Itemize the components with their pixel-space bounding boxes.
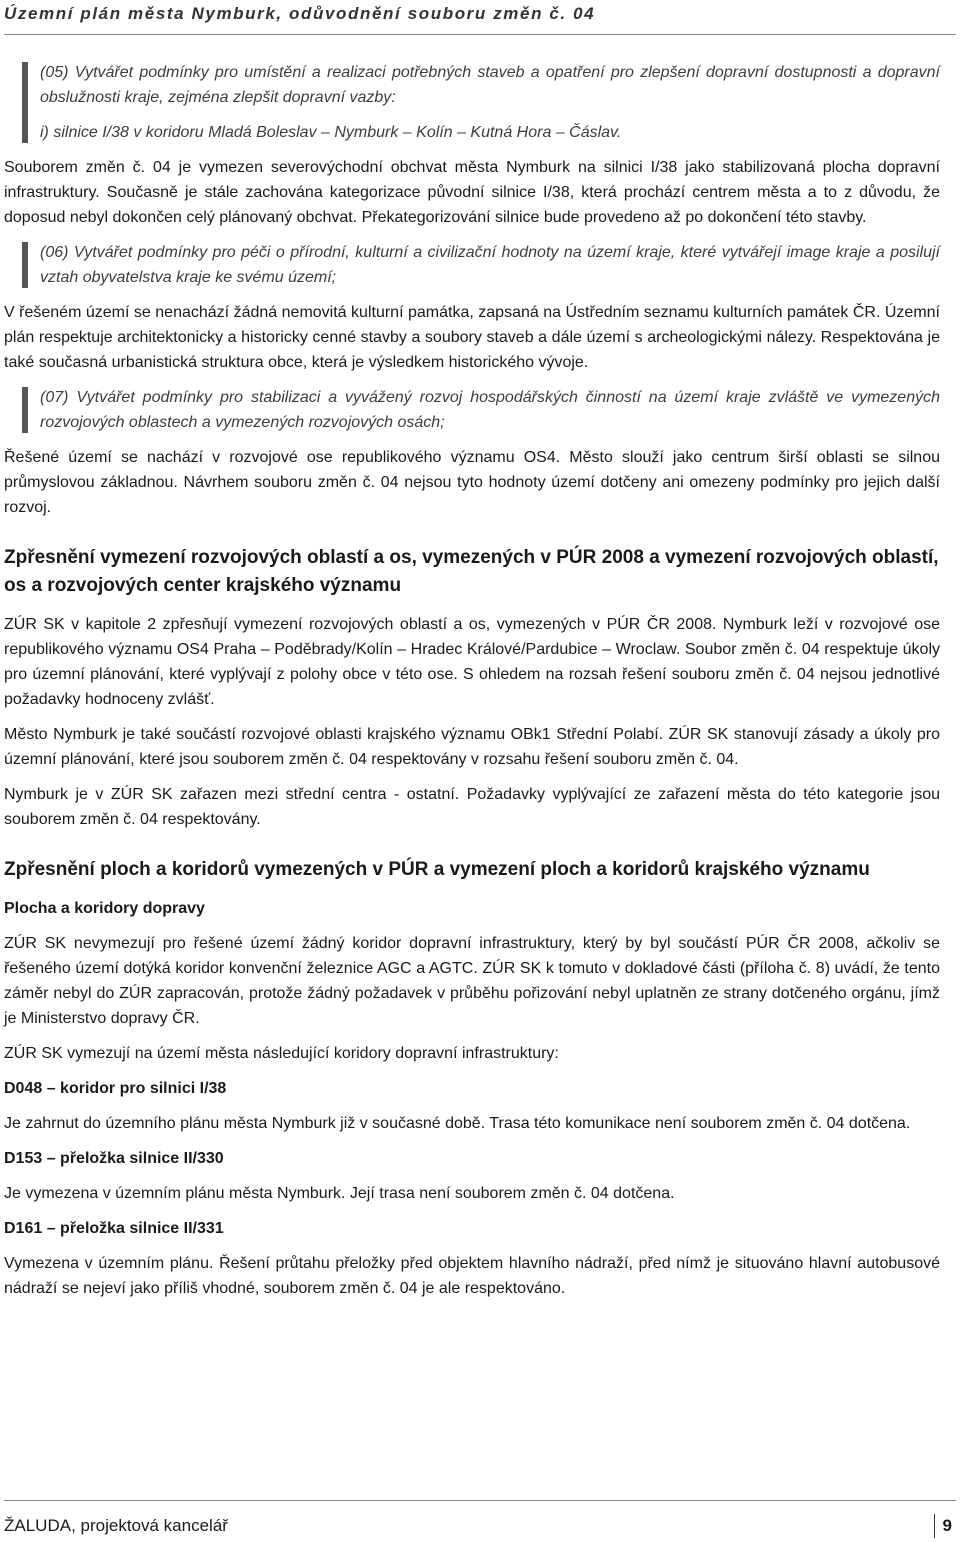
paragraph-obchvat: Souborem změn č. 04 je vymezen severovýchodní obchvat města Nymburk na silnici I/38 jako stabilizovaná plocha dopravní infrastruktury. Současně je stále zachována kategorizace původní silnice I/38, která prochází centrem města a to z důvodu, že doposud nebyl dokončen celý plánovaný obchvat. Překategorizování silnice bude provedeno až po dokončení této stavby.: [4, 159, 940, 226]
paragraph-d161: Vymezena v územním plánu. Řešení průtahu přeložky před objektem hlavního nádraží, před nímž je situováno hlavní autobusové nádraží se nejeví jako příliš vhodné, souborem změn č. 04 je ale respektováno.: [4, 1255, 940, 1297]
quote-block-07: [4, 385, 940, 435]
page-number: 9: [934, 1514, 952, 1538]
paragraph-d048: Je zahrnut do územního plánu města Nymburk již v současné době. Trasa této komunikace není souborem změn č. 04 dotčena.: [4, 1115, 911, 1132]
paragraph-koridory-list: ZÚR SK vymezují na území města následující koridory dopravní infrastruktury:: [4, 1045, 559, 1062]
page-header-title: Územní plán města Nymburk, odůvodnění souboru změn č. 04: [4, 4, 596, 23]
subheading-d153: D153 – přeložka silnice II/330: [4, 1150, 224, 1167]
subheading-d048: D048 – koridor pro silnici I/38: [4, 1080, 227, 1097]
section-heading-koridory: Zpřesnění ploch a koridorů vymezených v PÚR a vymezení ploch a koridorů krajského významu: [4, 859, 870, 880]
paragraph-stredni-centra: Nymburk je v ZÚR SK zařazen mezi střední centra - ostatní. Požadavky vyplývající ze zařazení města do této kategorie jsou souborem změn č. 04 respektovány.: [4, 786, 940, 828]
paragraph-zur-kapitola-2: ZÚR SK v kapitole 2 zpřesňují vymezení rozvojových oblastí a os, vymezených v PÚR ČR 2008. Nymburk leží v rozvojové ose republikového významu OS4 Praha – Poděbrady/Kolín – Hradec Králové/Pardubice – Wroclaw. Soubor změn č. 04 respektuje úkoly pro územní plánování, které vyplývají z polohy obce v této ose. S ohledem na rozsah řešení souboru změn č. 04 nejsou jednotlivé požadavky hodnoceny zvlášť.: [4, 616, 940, 708]
quote-block-05: [4, 60, 940, 145]
paragraph-obk1: Město Nymburk je také součástí rozvojové oblasti krajského významu OBk1 Střední Polabí. ZÚR SK stanovují zásady a úkoly pro územní plánování, které jsou souborem změn č. 04 respektovány v rozsahu řešení souboru změn č. 04.: [4, 726, 940, 768]
paragraph-d153: Je vymezena v územním plánu města Nymburk. Její trasa není souborem změn č. 04 dotčena.: [4, 1185, 675, 1202]
section-heading-rozvojove-oblasti: Zpřesnění vymezení rozvojových oblastí a os, vymezených v PÚR 2008 a vymezení rozvojových oblastí, os a rozvojových center krajského významu: [4, 547, 939, 596]
paragraph-os4: Řešené území se nachází v rozvojové ose republikového významu OS4. Město slouží jako centrum širší oblasti se silnou průmyslovou základnou. Návrhem souboru změn č. 04 nejsou tyto hodnoty území dotčeny ani omezeny podmínky pro jejich další rozvoj.: [4, 449, 940, 516]
quote-05-text: (05) Vytvářet podmínky pro umístění a realizaci potřebných staveb a opatření pro zlepšení dopravní dostupnosti a dopravní obslužnosti kraje, zejména zlepšit dopravní vazby:: [40, 64, 940, 106]
footer-company: ŽALUDA, projektová kancelář: [4, 1516, 228, 1535]
paragraph-agc-agtc: ZÚR SK nevymezují pro řešené území žádný koridor dopravní infrastruktury, který by byl součástí PÚR ČR 2008, ačkoliv se řešeného území dotýká koridor konvenční železnice AGC a AGTC. ZÚR SK k tomuto v dokladové části (příloha č. 8) uvádí, že tento záměr nebyl do ZÚR zapracován, protože žádný požadavek v průběhu pořizování nebyl uplatněn ze strany dotčeného orgánu, jímž je Ministerstvo dopravy ČR.: [4, 935, 940, 1027]
subheading-d161: D161 – přeložka silnice II/331: [4, 1220, 224, 1237]
quote-block-06: [4, 240, 940, 290]
quote-07-text: (07) Vytvářet podmínky pro stabilizaci a vyvážený rozvoj hospodářských činností na území kraje zvláště ve vymezených rozvojových oblastech a vymezených rozvojových osách;: [40, 389, 940, 431]
footer-divider: [4, 1500, 956, 1501]
document-body: [4, 60, 940, 1311]
quote-06-text: (06) Vytvářet podmínky pro péči o přírodní, kulturní a civilizační hodnoty na území kraje, které vytvářejí image kraje a posilují vztah obyvatelstva kraje ke svému území;: [40, 244, 940, 286]
paragraph-pamatky: V řešeném území se nenachází žádná nemovitá kulturní památka, zapsaná na Ústředním seznamu kulturních památek ČR. Územní plán respektuje architektonicky a historicky cenné stavby a soubory staveb a dále území s archeologickými nálezy. Respektována je také současná urbanistická struktura obce, která je výsledkem historického vývoje.: [4, 304, 940, 371]
subheading-plocha-koridory-dopravy: Plocha a koridory dopravy: [4, 900, 205, 917]
header-divider: [4, 34, 956, 35]
quote-05-item: i) silnice I/38 v koridoru Mladá Boleslav – Nymburk – Kolín – Kutná Hora – Čáslav.: [40, 124, 622, 141]
